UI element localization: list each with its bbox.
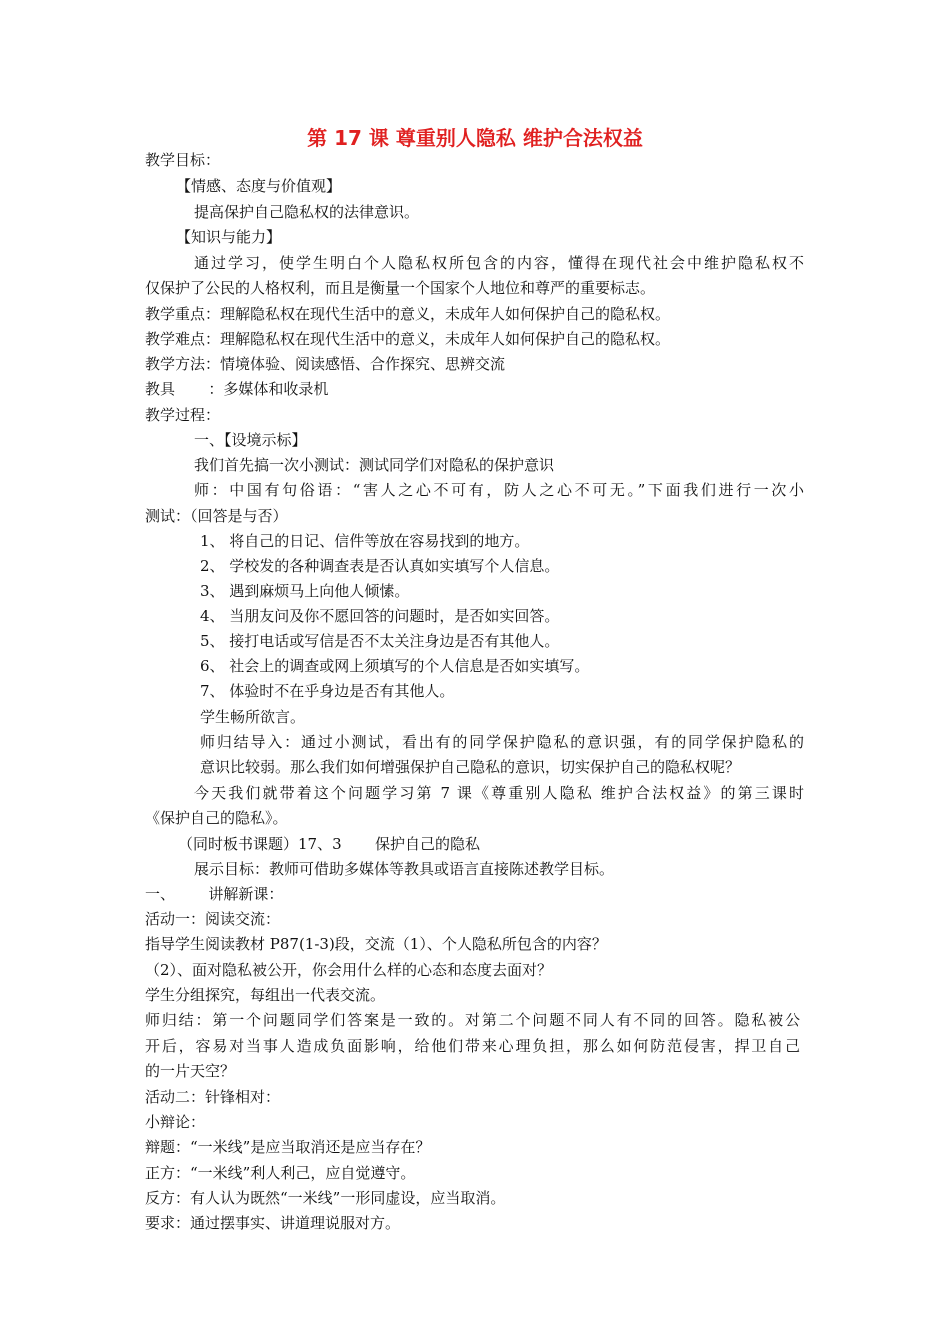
debate-topic: 辩题：“一米线”是应当取消还是应当存在？ <box>145 1138 431 1156</box>
guide-line: 指导学生阅读教材 P87(1-3)段，交流（1）、个人隐私所包含的内容？ <box>145 935 607 953</box>
today-line-2: 《保护自己的隐私》。 <box>145 809 288 827</box>
knowledge-paragraph-line1: 通过学习，使学生明白个人隐私权所包含的内容，懂得在现代社会中维护隐私权不 <box>194 254 804 272</box>
knowledge-heading: 【知识与能力】 <box>176 228 282 246</box>
teaching-method: 教学方法：情境体验、阅读感悟、合作探究、思辨交流 <box>145 355 506 373</box>
teacher-line-1: 师：中国有句俗语：“害人之心不可有，防人之心不可无。”下面我们进行一次小 <box>194 481 804 499</box>
test-item: 3、 遇到麻烦马上向他人倾愫。 <box>200 582 410 600</box>
con-side: 反方：有人认为既然“一米线”一形同虚设，应当取消。 <box>145 1189 506 1207</box>
test-intro: 我们首先搞一次小测试：测试同学们对隐私的保护意识 <box>194 456 555 474</box>
teaching-tools: 教具 ：多媒体和收录机 <box>145 380 329 398</box>
emotion-heading: 【情感、态度与价值观】 <box>176 177 342 195</box>
debate-label: 小辩论： <box>145 1113 206 1131</box>
key-point: 教学重点：理解隐私权在现代生活中的意义，未成年人如何保护自己的隐私权。 <box>145 305 671 323</box>
group-line: 学生分组探究，每组出一代表交流。 <box>145 986 386 1004</box>
teacher-summary-line-1: 师归结：第一个问题同学们答案是一致的。对第二个问题不同人有不同的回答。隐私被公 <box>145 1011 800 1029</box>
teacher-line-2: 测试：（回答是与否） <box>145 507 288 525</box>
difficulty: 教学难点：理解隐私权在现代生活中的意义，未成年人如何保护自己的隐私权。 <box>145 330 671 348</box>
teacher-summary-line-3: 的一片天空？ <box>145 1062 236 1080</box>
board-title: （同时板书课题）17、3 保护自己的隐私 <box>178 835 481 853</box>
summary-line-1: 师归结导入：通过小测试，看出有的同学保护隐私的意识强，有的同学保护隐私的 <box>200 733 804 751</box>
objectives-label: 教学目标： <box>145 151 221 169</box>
activity-2: 活动二：针锋相对： <box>145 1088 281 1106</box>
requirement: 要求：通过摆事实、讲道理说服对方。 <box>145 1214 401 1232</box>
test-item: 6、 社会上的调查或网上须填写的个人信息是否如实填写。 <box>200 657 590 675</box>
today-line-1: 今天我们就带着这个问题学习第 7 课《尊重别人隐私 维护合法权益》的第三课时 <box>194 784 804 802</box>
section-1-heading: 一、【设境示标】 <box>194 431 307 449</box>
teacher-summary-line-2: 开后，容易对当事人造成负面影响，给他们带来心理负担，那么如何防范侵害，捍卫自己 <box>145 1037 800 1055</box>
pro-side: 正方：“一米线”利人利己，应自觉遵守。 <box>145 1164 416 1182</box>
show-goal: 展示目标：教师可借助多媒体等教具或语言直接陈述教学目标。 <box>194 860 615 878</box>
emotion-text: 提高保护自己隐私权的法律意识。 <box>194 203 420 221</box>
activity-1: 活动一：阅读交流： <box>145 910 281 928</box>
lesson-title: 第 17 课 尊重别人隐私 维护合法权益 <box>307 126 643 150</box>
test-item: 1、 将自己的日记、信件等放在容易找到的地方。 <box>200 532 530 550</box>
knowledge-paragraph-line2: 仅保护了公民的人格权利，而且是衡量一个国家个人地位和尊严的重要标志。 <box>145 279 656 297</box>
students-speak: 学生畅所欲言。 <box>200 708 306 726</box>
test-item: 7、 体验时不在乎身边是否有其他人。 <box>200 682 455 700</box>
question-2: （2）、面对隐私被公开，你会用什么样的心态和态度去面对？ <box>145 961 553 979</box>
test-item: 2、 学校发的各种调查表是否认真如实填写个人信息。 <box>200 557 560 575</box>
test-item: 5、 接打电话或写信是否不太关注身边是否有其他人。 <box>200 632 560 650</box>
section-2-heading: 一、 讲解新课： <box>145 885 284 903</box>
process-label: 教学过程： <box>145 406 221 424</box>
summary-line-2: 意识比较弱。那么我们如何增强保护自己隐私的意识，切实保护自己的隐私权呢？ <box>200 758 741 776</box>
test-item: 4、 当朋友问及你不愿回答的问题时，是否如实回答。 <box>200 607 560 625</box>
